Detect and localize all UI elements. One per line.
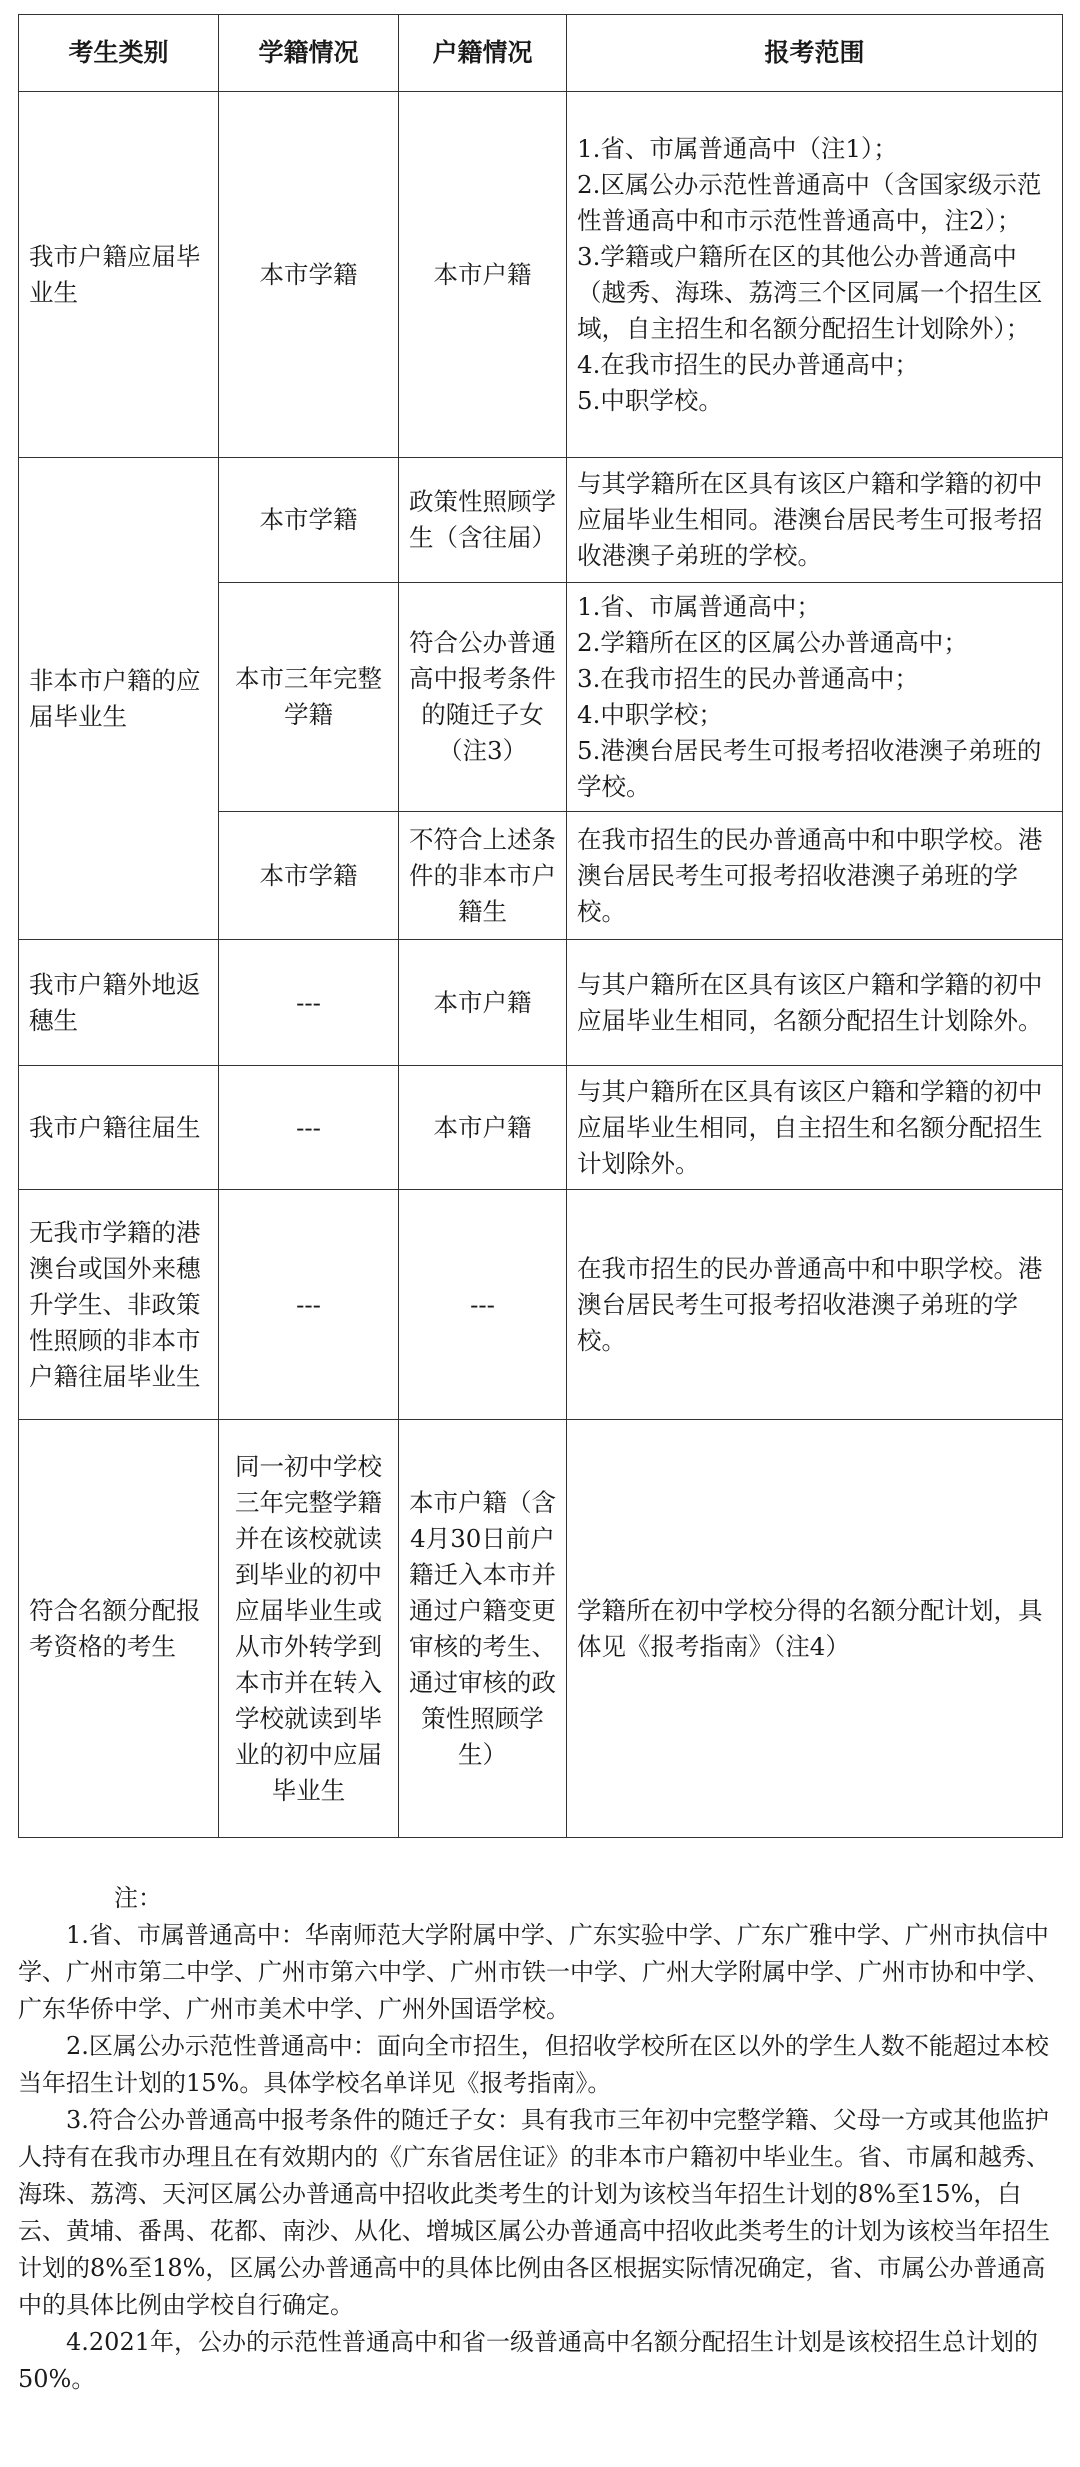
note-3: 3.符合公办普通高中报考条件的随迁子女：具有我市三年初中完整学籍、父母一方或其他监护人持有在我市办理且在有效期内的《广东省居住证》的非本市户籍初中毕业生。省、市属和越秀、海珠、荔湾、天河区属公办普通高中招收此类考生的计划为该校当年招生计划的8%至15%，白云、黄埔、番禺、花都、南沙、从化、增城区属公办普通高中招收此类考生的计划为该校当年招生计划的8%至18%，区属公办普通高中的具体比例由各区根据实际情况确定，省、市属公办普通高中的具体比例由学校自行确定。 — [18, 2106, 1050, 2319]
scope-item: 4.在我市招生的民办普通高中； — [577, 349, 919, 379]
table-row — [19, 1066, 1063, 1190]
note-4: 4.2021年，公办的示范性普通高中和省一级普通高中名额分配招生计划是该校招生总计划的50%。 — [18, 2328, 1038, 2393]
table-row — [19, 940, 1063, 1066]
huji-cell: 本市户籍 — [399, 92, 567, 458]
scope-item: 4.中职学校； — [577, 700, 723, 729]
huji-cell: 本市户籍（含4月30日前户籍迁入本市并通过户籍变更审核的考生、通过审核的政策性照顾学生） — [399, 1420, 567, 1838]
notes-section — [18, 1880, 1062, 2398]
xueji-cell: 本市学籍 — [219, 812, 399, 940]
xueji-cell: --- — [219, 1190, 399, 1420]
admission-scope-table — [18, 14, 1063, 1838]
table-row — [19, 92, 1063, 458]
header-xueji: 学籍情况 — [219, 15, 399, 92]
category-cell: 非本市户籍的应届毕业生 — [19, 458, 219, 940]
xueji-cell: --- — [219, 1066, 399, 1190]
scope-item: 1.省、市属普通高中； — [577, 592, 821, 621]
huji-cell: 不符合上述条件的非本市户籍生 — [399, 812, 567, 940]
table-row — [19, 458, 1063, 583]
table-row — [19, 1190, 1063, 1420]
scope-cell: 与其户籍所在区具有该区户籍和学籍的初中应届毕业生相同，名额分配招生计划除外。 — [567, 940, 1063, 1066]
scope-cell: 与其学籍所在区具有该区户籍和学籍的初中应届毕业生相同。港澳台居民考生可报考招收港澳子弟班的学校。 — [567, 458, 1063, 583]
scope-cell: 在我市招生的民办普通高中和中职学校。港澳台居民考生可报考招收港澳子弟班的学校。 — [567, 1190, 1063, 1420]
category-cell: 无我市学籍的港澳台或国外来穗升学生、非政策性照顾的非本市户籍往届毕业生 — [19, 1190, 219, 1420]
document — [18, 14, 1062, 1838]
table-header-row — [19, 15, 1063, 92]
scope-item: 2.区属公办示范性普通高中（含国家级示范性普通高中和市示范性普通高中，注2）； — [577, 169, 1042, 235]
huji-cell: --- — [399, 1190, 567, 1420]
category-cell: 符合名额分配报考资格的考生 — [19, 1420, 219, 1838]
scope-item: 5.中职学校。 — [577, 385, 723, 415]
scope-item: 3.学籍或户籍所在区的其他公办普通高中（越秀、海珠、荔湾三个区同属一个招生区域，自主招生和名额分配招生计划除外）； — [577, 241, 1043, 343]
note-2: 2.区属公办示范性普通高中：面向全市招生，但招收学校所在区以外的学生人数不能超过本校当年招生计划的15%。具体学校名单详见《报考指南》。 — [18, 2032, 1049, 2097]
header-huji: 户籍情况 — [399, 15, 567, 92]
notes-label: 注： — [114, 1884, 162, 1912]
category-cell: 我市户籍应届毕业生 — [19, 92, 219, 458]
scope-cell: 与其户籍所在区具有该区户籍和学籍的初中应届毕业生相同，自主招生和名额分配招生计划除外。 — [567, 1066, 1063, 1190]
huji-cell: 本市户籍 — [399, 1066, 567, 1190]
xueji-cell: 同一初中学校三年完整学籍并在该校就读到毕业的初中应届毕业生或从市外转学到本市并在转入学校就读到毕业的初中应届毕业生 — [219, 1420, 399, 1838]
scope-item: 1.省、市属普通高中（注1）； — [577, 133, 898, 163]
xueji-cell: 本市学籍 — [219, 92, 399, 458]
category-cell: 我市户籍往届生 — [19, 1066, 219, 1190]
category-cell: 我市户籍外地返穗生 — [19, 940, 219, 1066]
header-category: 考生类别 — [19, 15, 219, 92]
table-row — [19, 1420, 1063, 1838]
xueji-cell: 本市学籍 — [219, 458, 399, 583]
huji-cell: 符合公办普通高中报考条件的随迁子女（注3） — [399, 583, 567, 812]
scope-cell — [567, 92, 1063, 458]
huji-cell: 政策性照顾学生（含往届） — [399, 458, 567, 583]
huji-cell: 本市户籍 — [399, 940, 567, 1066]
scope-item: 3.在我市招生的民办普通高中； — [577, 664, 919, 693]
scope-item: 5.港澳台居民考生可报考招收港澳子弟班的学校。 — [577, 736, 1042, 801]
header-scope: 报考范围 — [567, 15, 1063, 92]
scope-cell: 学籍所在初中学校分得的名额分配计划，具体见《报考指南》（注4） — [567, 1420, 1063, 1838]
xueji-cell: --- — [219, 940, 399, 1066]
scope-cell — [567, 583, 1063, 812]
scope-item: 2.学籍所在区的区属公办普通高中； — [577, 628, 968, 657]
note-1: 1.省、市属普通高中：华南师范大学附属中学、广东实验中学、广东广雅中学、广州市执信中学、广州市第二中学、广州市第六中学、广州市铁一中学、广州大学附属中学、广州市协和中学、广东华侨中学、广州市美术中学、广州外国语学校。 — [18, 1921, 1050, 2023]
xueji-cell: 本市三年完整学籍 — [219, 583, 399, 812]
scope-cell: 在我市招生的民办普通高中和中职学校。港澳台居民考生可报考招收港澳子弟班的学校。 — [567, 812, 1063, 940]
